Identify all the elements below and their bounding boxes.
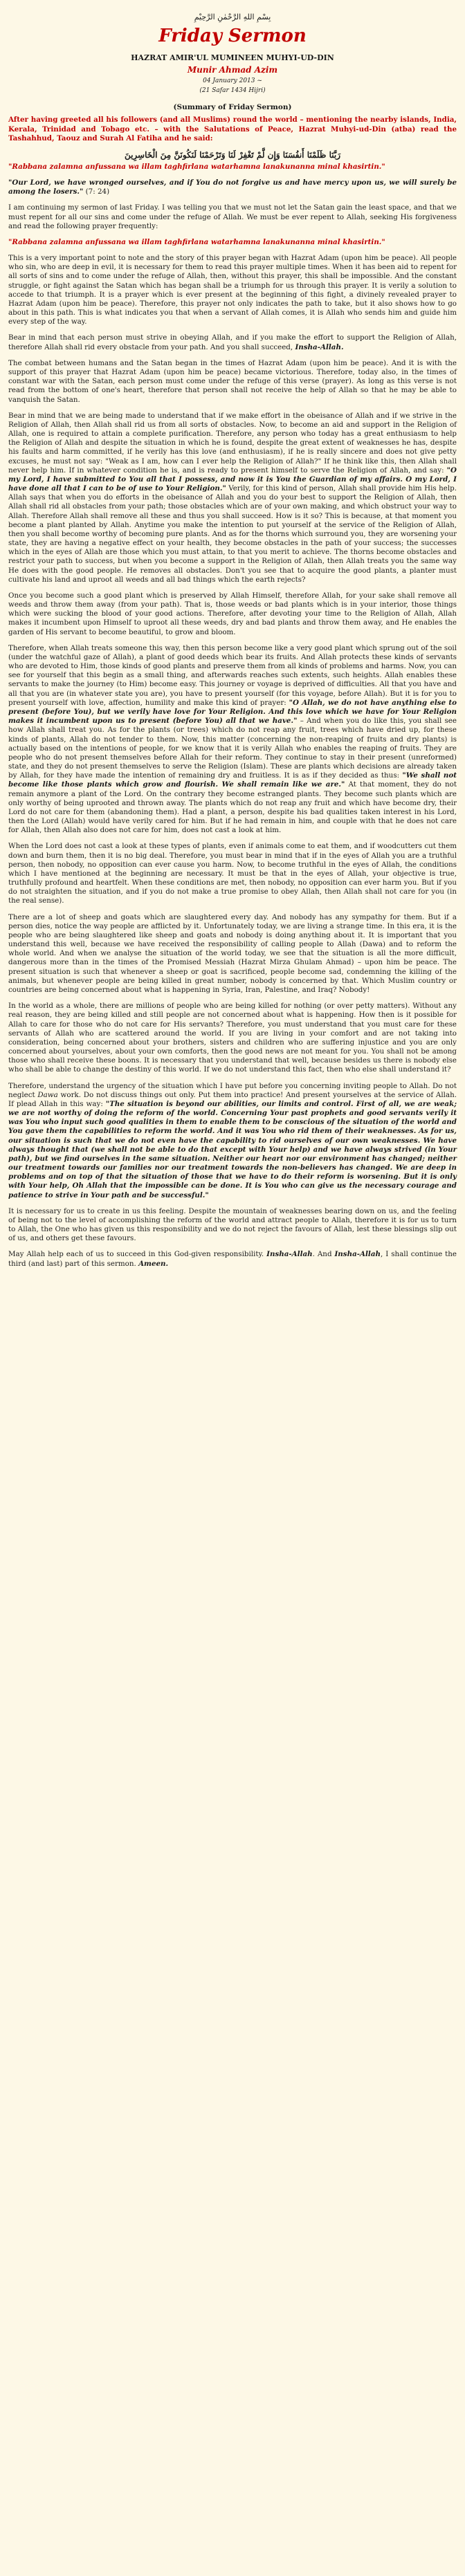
paragraph-6: Once you become such a good plant which is preserved by Allah Himself, therefore Allah, for your sake shall remove all weeds and throw them away (from your path). That is, those weeds or bad plants which is in your interior, those things which were sucking the blood of your good actions. Therefore, after devoting your time to the Religion of Allah, Allah makes it incumbent upon Himself to uproot all these weeds, dry and bad plants and throw them away, and He enables the garden of His servant to become beautiful, to grow and bloom. [8,591,457,636]
date-hijri: (21 Safar 1434 Hijri) [199,86,266,94]
paragraph-9: There are a lot of sheep and goats which are slaughtered every day. And nobody has any sympathy for them. But if a person dies, notice the way people are afflicted by it. Unfortunately today, we are living a strange time. In this era, it is the people who are being slaughtered like sheep and goats and nobody is doing anything about it. It is important that you understand this well, because we have received the responsibility of calling people to Allah (Dawa) and to reform the whole world. And when we analyse the situation of the world today, we see that the situation is all the more difficult, dangerous more than in the times of the Promised Messiah (Hazrat Mirza Ghulam Ahmad) – upon him be peace. The present situation is such that whenever a sheep or goat is sacrificed, people become sad, condemning the killing of the animals, but whenever people are being killed in great number, nobody is concerned by that. Which Muslim country or countries are being concerned about what is happening in Syria, Iran, Palestine, and Iraq? Nobody! [8,912,457,994]
paragraph-5-quote: "O my Lord, I have submitted to You all that I possess, and now it is You the Guardian of my affairs. O my Lord, I have done all that I can to be of use to Your Religion." [8,466,457,493]
intro-greeting: After having greeted all his followers (and all Muslims) round the world – mentioning the nearby islands, India, Kerala, Trinidad and Tobago etc. – with the Salutations of Peace, Hazrat Muhyi-ud-Din (atba) read the Tashahhud, Taouz and Surah Al Fatiha and he said: [8,116,457,142]
paragraph-7-quote-2: "We shall not become like those plants which grow and flourish. We shall remain like we are." [8,771,457,789]
paragraph-7-text-a: Therefore, when Allah treats someone this way, then this person become like a very good plant which sprung out of the soil (under the watchful gaze of Allah), a plant of good deeds which bear its fruits. And Allah protects these kinds of servants who are devoted to Him, those kinds of good plants and preserve them from all kinds of problems and harms. Now, you can see for yourself that this begin as a small thing, and afterwards reaches such extents, such heights. Allah enables these servants to make the journey (to Him) become easy. This journey or voyage is deprived of difficulties. All that you have and all that you are (in whatever state you are), you have to present yourself (for this voyage, before Allah). But it is for you to present yourself with love, affection, humility and make this kind of prayer: [8,643,457,707]
author-line: HAZRAT AMIR'UL MUMINEEN MUHYI-UD-DIN [131,53,334,62]
paragraph-7-text-b: – And when you do like this, you shall see how Allah shall treat you. As for the plants (or trees) which do not reap any fruit, trees which have dried up, for these kinds of plants, Allah do not tender to them. Now, this matter (concerning the non-reaping of fruits and dry plants) is actually based on the intentions of people, for we know that it is verily Allah who enables the reaping of fruits. They are people who do not present themselves before Allah for their reform. They continue to stay in their present (unreformed) state, and they do not present themselves to serve the Religion (Islam). These are plants which decisions are already taken by Allah, for they have made the intention of remaining dry and fruitless. It is as if they decided as thus: [8,717,457,780]
paragraph-5 [8,412,457,585]
paragraph-13-text-b: . And [312,1250,335,1259]
basmala-heading: بِسْمِ اللهِ الرَّحْمٰنِ الرَّحِيْمِ [194,12,271,21]
summary-heading: (Summary of Friday Sermon) [173,103,292,112]
paragraph-5-text-a: Bear in mind that we are being made to understand that if we make effort in the obeisance of Allah and if we strive in the Religion of Allah, then Allah shall rid us from all sorts of obstacles. Now, to become an aid and support in the Religion of Allah, one is required to attain a complete purification. Therefore, any person who today has a great enthusiasm to help the Religion of Allah and despite the situation in which he is found, despite the great extent of weaknesses he has, despite his faults and harm committed, if he verily has this love (and enthusiasm), if he is really sincere and does not give petty excuses, he must not say: "Weak as I am, how can I ever help the Religion of Allah?" If he think like this, then Allah shall never help him. If in whatever condition he is, and is ready to present himself to serve the Religion of Allah, and say: [8,411,457,475]
paragraph-3-text: Bear in mind that each person must strive in obeying Allah, and if you make the effort to support the Religion of Allah, therefore Allah shall rid every obstacle from your path. And you shall succeed, [8,333,457,351]
paragraph-2: This is a very important point to note and the story of this prayer began with Hazrat Adam (upon him be peace). All people who sin, who are deep in evil, it is necessary for them to read this prayer multiple times. When it has been aid to repent for all sorts of sins and to come under the refuge of Allah, then, without this prayer, this shall be impossible. And the constant struggle, or fight against the Satan which has began shall be a triumph for us through this prayer. It is verily a solution to accede to that triumph. It is a prayer which is ever present at the beginning of this fight, a divinely revealed prayer to Hazrat Adam (upon him be peace). Therefore, this prayer not only indicates the path to take, but it also shows how to go about in this path. This is what indicates you that when a servant of Allah comes, it is Allah who sends him and guide him every step of the way. [8,254,457,326]
paragraph-10: In the world as a whole, there are millions of people who are being killed for nothing (or over petty matters). Without any real reason, they are being killed and still people are not concerned about what is happening. How then is it possible for Allah to care for those who do not care for His servants? Therefore, you must understand that you must care for these servants of Allah who are scattered around the world. If you are living in your comfort and are not taking into consideration, being concerned about your brothers, sisters and children who are suffering injustice and you are only concerned about yourselves, about your own comforts, then the good news are not meant for you. You shall not be among those who shall receive these boons. It is necessary that you understand that well, because besides us there is nobody else who shall be able to change the destiny of this world. If we do not understand this fact, then who else shall understand it? [8,1002,457,1074]
insha-allah-emphasis-3: Insha-Allah [334,1250,381,1259]
paragraph-11-text-a: Therefore, understand the urgency of the situation which I have put before you concerning inviting people to Allah. Do not neglect [8,1081,457,1099]
prayer-translation-paragraph [8,178,457,196]
paragraph-13-text-c: , I shall continue the third (and last) part of this sermon. [8,1250,457,1268]
paragraph-11 [8,1082,457,1200]
paragraph-8: When the Lord does not cast a look at these types of plants, even if animals come to eat them, and if woodcutters cut them down and burn them, then it is no big deal. Therefore, you must bear in mind that if in the eyes of Allah you are a truthful person, then nobody, no opposition can ever cause you harm. Now, to become truthful in the eyes of Allah, the conditions which I have mentioned at the beginning are necessary. It must be that in the eyes of Allah, your objective is true, truthfully profound and heartfelt. When these conditions are met, then nobody, no opposition can ever harm you. But if you do not straighten the situation, and if you do not make a true promise to obey Allah, then Allah shall not care for you (in the real sense). [8,842,457,905]
prayer-transliteration: "Rabbana zalamna anfussana wa illam taghfirlana watarhamna lanakunanna minal khasirtin." [8,162,385,171]
paragraph-13-text-a: May Allah help each of us to succeed in this God-given responsibility. [8,1250,267,1259]
paragraph-3 [8,333,457,351]
paragraph-5-text-b: Verily, for this kind of person, Allah shall provide him His help. Allah says that when you do efforts in the obeisance of Allah and you do your best to support the Religion of Allah, then Allah shall rid all obstacles from your path; those obstacles which are of your own making, and which obstruct your way to Allah. Therefore Allah shall remove all these and thus you shall succeed. How is it so? This is because, at that moment you become a plant planted by Allah. Anytime you make the intention to put yourself at the service of the Religion of Allah, then you shall become worthy of becoming pure plants. And as for the thorns which surround you, they are worsening your state, they are having a negative effect on your health, they become obstacles in the path of your success; the successes which in the eyes of Allah are those which you must attain, to that you merit to achieve. The thorns become obstacles and restrict your path to success, but when you become a support in the Religion of Allah, then Allah treats you the same way He does with the good people. He removes all obstacles. Don't you see that to acquire the good plants, a planter must cultivate his land and uproot all weeds and all bad things which the earth rejects? [8,484,457,584]
paragraph-12: It is necessary for us to create in us this feeling. Despite the mountain of weaknesses bearing down on us, and the feeling of being not to the level of accomplishing the reform of the world and attract people to Allah, therefore it is for us to turn to Allah, the One who has given us this responsibility and we do not reject the favours of Allah, lest these blessings slip out of us, and others get these favours. [8,1206,457,1243]
paragraph-7 [8,644,457,836]
paragraph-7-text-c: At that moment, they do not remain anymore a plant of the Lord. On the contrary they become estranged plants. They become such plants which are only worthy of being uprooted and thrown away. The plants which do not reap any fruit and which have become dry, their Lord do not care for them (abandoning them). Had a plant, a person, despite his bad qualities taken interest in his Lord, then the Lord (Allah) would have verily cared for him. But if he had remain in him, and couple with that he does not care for Allah, then Allah also does not care for him, does not cast a look at him. [8,780,457,835]
dawa-emphasis: Dawa [37,1090,58,1099]
paragraph-11-text-b: work. Do not discuss things out only. Put them into practice! And present yourselves at the service of Allah. If plead Allah in this way: [8,1090,457,1108]
paragraph-1-prayer: "Rabbana zalamna anfussana wa illam taghfirlana watarhamna lanakunanna minal khasirtin." [8,237,385,246]
insha-allah-emphasis-2: Insha-Allah [266,1250,313,1259]
prayer-translation: "Our Lord, we have wronged ourselves, and if You do not forgive us and have mercy upon us, we will surely be among the losers." [8,178,457,196]
paragraph-1: I am continuing my sermon of last Friday. I was telling you that we must not let the Satan gain the least space, and that we must repent for all our sins and come under the refuge of Allah. We must be ever repent to Allah, seeking His forgiveness and read the following prayer frequently: [8,203,457,230]
paragraph-13 [8,1250,457,1268]
byline: Munir Ahmad Azim [187,65,278,75]
date-gregorian: 04 January 2013 ~ [203,77,262,84]
insha-allah-emphasis: Insha-Allah. [295,342,344,351]
paragraph-11-quote: "The situation is beyond our abilities, our limits and control. First of all, we are weak; we are not worthy of doing the reform of the world. Concerning Your past prophets and good servants verily it was You who input such good qualities in them to enable them to be conscious of the situation of the world and You gave them the capabilities to reform the world. And it was You who rid them of their weaknesses. As for us, our situation is such that we do not even have the capability to rid ourselves of our own weaknesses. We have always thought that (we shall not be able to do that except with Your help) and we have always strived (in Your path), but we find ourselves in the same situation. Neither our heart nor our environment has changed; neither our treatment towards our families nor our treatment towards the non-believers has changed. We are deep in problems and on top of that the situation of those that we have to do their reform is worsening. But it is only with Your help, Oh Allah that the impossible can be done. It is You who can give us the necessary courage and patience to strive in Your path and be successful." [8,1099,457,1199]
arabic-prayer: رَبَّنَا ظَلَمْنَا أَنفُسَنَا وَإِن لَّمْ تَغْفِرْ لَنَا وَتَرْحَمْنَا لَنَكُونَنَّ مِنَ الْخَاسِرِينَ [124,149,341,160]
page-title: Friday Sermon [158,26,307,46]
prayer-reference: (7: 24) [83,187,110,196]
paragraph-7-quote-1: "O Allah, we do not have anything else to present (before You), but we verily have love for Your Religion. And this love which we have for Your Religion makes it incumbent upon us to present (before You) all that we have." [8,698,457,726]
paragraph-4: The combat between humans and the Satan began in the times of Hazrat Adam (upon him be peace). And it is with the support of this prayer that Hazrat Adam (upon him be peace) became victorious. Therefore, today also, in the times of constant war with the Satan, each person must come under the refuge of this verse (prayer). As long as this verse is not read from the bottom of one's heart, therefore that person shall not receive the help of Allah so that he may be able to vanquish the Satan. [8,358,457,404]
ameen-emphasis: Ameen. [138,1259,169,1268]
